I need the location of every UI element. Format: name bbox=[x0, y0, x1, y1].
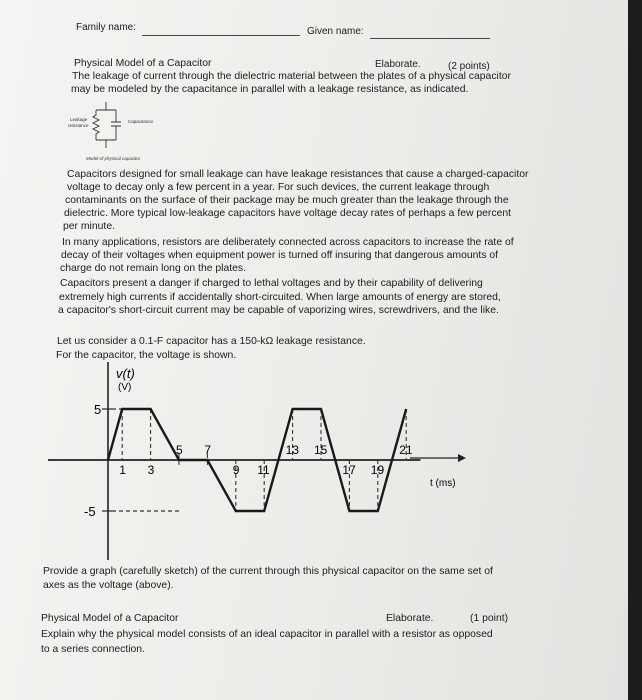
p3-line-3: a capacitor's short-circuit current may be capable of vaporizing wires, screwdrivers, and the like. bbox=[58, 305, 499, 316]
p3-line-2: extremely high currents if accidentally short-circuited. When large amounts of energy are stored, bbox=[59, 292, 501, 303]
capacitance-label: Capacitance bbox=[128, 119, 154, 124]
y-tick-label-bottom: -5 bbox=[84, 504, 96, 519]
voltage-chart bbox=[0, 360, 628, 560]
p2-line-3: charge do not remain long on the plates. bbox=[60, 263, 247, 274]
p2-line-1: In many applications, resistors are deliberately connected across capacitors to increase the rate of bbox=[62, 237, 514, 248]
y-axis-label: v(t) bbox=[116, 366, 135, 381]
q1-intro-line-2: may be modeled by the capacitance in parallel with a leakage resistance, as indicated. bbox=[71, 84, 469, 95]
q3-title: Physical Model of a Capacitor bbox=[41, 613, 179, 624]
p1-line-4: dielectric. More typical low-leakage capacitors have voltage decay rates of perhaps a few percent bbox=[64, 208, 512, 219]
p1-line-2: voltage to decay only a few percent in a year. For such devices, the current leakage through bbox=[67, 182, 490, 193]
family-name-label: Family name: bbox=[76, 22, 137, 33]
circuit-diagram bbox=[88, 100, 136, 150]
x-tick-label-19: 19 bbox=[370, 463, 385, 477]
q2-line-1: Provide a graph (carefully sketch) of the current through this physical capacitor on the same set of bbox=[43, 566, 493, 577]
q1-intro-line-1: The leakage of current through the dielectric material between the plates of a physical capacitor bbox=[72, 71, 511, 82]
x-tick-label-5: 5 bbox=[176, 443, 183, 457]
x-tick-label-17: 17 bbox=[342, 463, 356, 477]
p1-line-1: Capacitors designed for small leakage can have leakage resistances that cause a charged-capacitor bbox=[67, 169, 529, 180]
q3-line-1: Explain why the physical model consists of an ideal capacitor in parallel with a resistor as opposed bbox=[41, 629, 493, 640]
q3-line-2: to a series connection. bbox=[41, 644, 145, 655]
photo-dark-edge bbox=[628, 0, 642, 700]
given-name-field[interactable] bbox=[370, 38, 490, 39]
chart-labels bbox=[84, 366, 456, 519]
x-tick-label-21: 21 bbox=[399, 443, 413, 457]
x-tick-label-3: 3 bbox=[147, 463, 155, 477]
q3-points: (1 point) bbox=[470, 613, 509, 624]
p3-line-1: Capacitors present a danger if charged to lethal voltages and by their capability of delivering bbox=[60, 278, 483, 289]
q1-tag: Elaborate. bbox=[375, 59, 421, 70]
x-tick-label-11: 11 bbox=[257, 463, 270, 477]
x-tick-label-1: 1 bbox=[119, 463, 126, 477]
p1-line-5: per minute. bbox=[63, 221, 115, 232]
y-tick-label-top: 5 bbox=[94, 402, 102, 417]
q2-line-2: axes as the voltage (above). bbox=[43, 580, 174, 591]
leakage-resistance-label-1: Leakage bbox=[70, 117, 88, 122]
problem-line-1: Let us consider a 0.1-F capacitor has a 150-kΩ leakage resistance. bbox=[57, 336, 366, 347]
problem-line-2: For the capacitor, the voltage is shown. bbox=[56, 350, 237, 361]
q1-points: (2 points) bbox=[448, 61, 490, 72]
q3-tag: Elaborate. bbox=[386, 613, 434, 624]
x-axis-arrowhead bbox=[458, 454, 466, 462]
x-axis-label: t (ms) bbox=[430, 478, 456, 489]
y-axis-unit: (V) bbox=[118, 382, 132, 393]
leakage-resistance-label-2: resistance bbox=[68, 123, 89, 128]
p1-line-3: contaminants on the surface of their package may be much greater than the leakage through the bbox=[65, 195, 509, 206]
x-tick-label-15: 15 bbox=[314, 443, 328, 457]
model-caption: Model of physical capacitor bbox=[86, 156, 141, 161]
x-tick-label-7: 7 bbox=[204, 443, 212, 457]
q1-title: Physical Model of a Capacitor bbox=[74, 58, 212, 69]
chart-axes bbox=[48, 362, 466, 560]
given-name-label: Given name: bbox=[307, 26, 364, 37]
family-name-field[interactable] bbox=[142, 35, 300, 36]
x-tick-label-9: 9 bbox=[232, 463, 240, 477]
x-tick-label-13: 13 bbox=[285, 443, 299, 457]
p2-line-2: decay of their voltages when equipment power is turned off insuring that dangerous amounts of bbox=[61, 250, 499, 261]
